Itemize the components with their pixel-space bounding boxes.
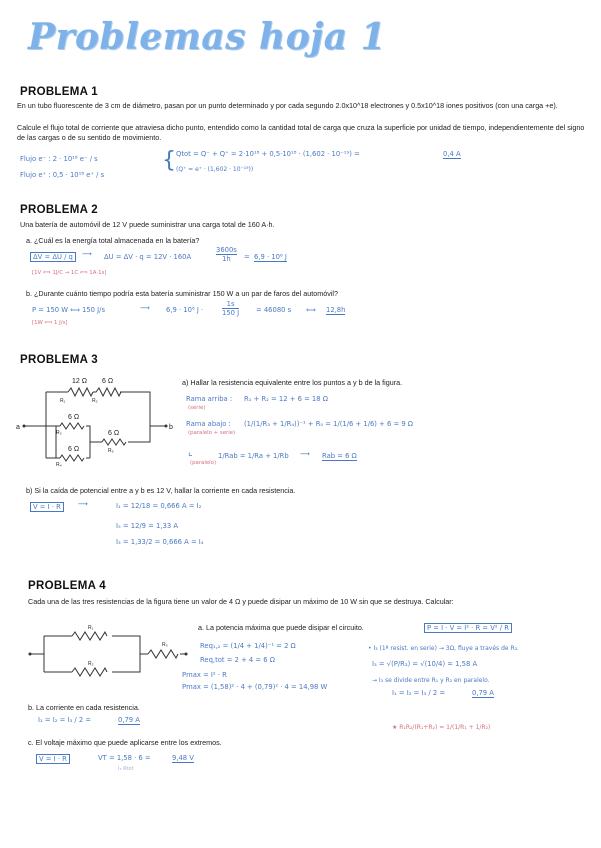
p2-hw-fraction	[216, 246, 237, 263]
p3-hw-rama1-sub: (serie)	[188, 405, 206, 411]
p1-hw-flow-electrons: Flujo e⁻ : 2 · 10¹⁸ e⁻ / s	[20, 155, 98, 163]
problem-2-heading: PROBLEMA 2	[20, 204, 98, 216]
r2-label: R₂	[92, 398, 98, 404]
p4-r2-label: R₂	[88, 661, 94, 667]
problem-3-question-b: b) Si la caída de potencial entre a y b es 12 V, hallar la corriente en cada resistencia.	[26, 486, 296, 495]
p3-hw-bracket: ⌞	[188, 447, 193, 458]
p2-hw-equiv: ⟺	[306, 306, 316, 314]
p4-hw-it1: • I₃ (1ª resist. en serie) → 3Ω, fluye a través de R₃.	[368, 645, 519, 652]
p1-hw-qtot-result: 0,4 A	[443, 150, 461, 158]
p2-hw-result: 6,9 · 10⁶ J	[254, 253, 287, 261]
p3-hw-i1: I₁ = 12/18 = 0,666 A = I₂	[116, 502, 202, 510]
p4-hw-pformula: P = I · V = I² · R = V² / R	[424, 623, 512, 633]
p3-hw-rama2-sub: (paralelo + serie)	[188, 430, 236, 436]
p2-hw-res-2a: = 46080 s	[256, 306, 292, 314]
p3-hw-rama1: R₁ + R₂ = 12 + 6 = 18 Ω	[244, 395, 328, 403]
p3-hw-arrow-2: ⟶	[78, 500, 88, 508]
p2-hw-frac2-num: 1s	[222, 300, 239, 309]
p3-hw-rama1-label: Rama arriba :	[186, 395, 233, 403]
p3-hw-par: 1/Rab = 1/Ra + 1/Rb	[218, 452, 289, 460]
problem-2-statement: Una batería de automóvil de 12 V puede suministrar una carga total de 160 A·h.	[20, 220, 275, 229]
p4-hw-it4: I₁ = I₂ = I₃ / 2 =	[392, 689, 446, 697]
p3-circuit-diagram	[16, 372, 176, 468]
r5-label: R₅	[108, 448, 114, 454]
r4-label: R₄	[56, 462, 62, 468]
p4-hw-red-note: ★ R₁R₂/(R₁+R₂) = 1/(1/R₁ + 1/R₂)	[392, 724, 491, 731]
r2-value-label: 6 Ω	[102, 378, 114, 385]
problem-2-question-a: a. ¿Cuál es la energía total almacenada en la batería?	[26, 236, 200, 245]
p2-hw-note: [1V ⟺ 1J/C → 1C ⟺ 1A·1s]	[32, 270, 107, 276]
problem-3-question-a: a) Hallar la resistencia equivalente entre los puntos a y b de la figura.	[182, 378, 403, 387]
p2-hw-eq: =	[244, 253, 250, 261]
p1-hw-qnote: (Q⁺ = e⁺ · (1,602 · 10⁻¹⁹))	[176, 166, 254, 173]
p3-hw-rama2: (1/(1/R₃ + 1/R₄))⁻¹ + R₅ = 1/(1/6 + 1/6) + 6 = 9 Ω	[244, 420, 413, 428]
problem-2-question-b: b. ¿Durante cuánto tiempo podría esta batería suministrar 150 W a un par de faros del automóvil?	[26, 289, 339, 298]
p4-hw-vt-sub: I₃ Rtot	[118, 766, 134, 772]
p4-hw-it4-result: 0,79 A	[472, 689, 494, 697]
problem-1-heading: PROBLEMA 1	[20, 86, 98, 98]
p3-hw-ohm: V = I · R	[30, 502, 64, 512]
p2-hw-power: P = 150 W ⟺ 150 J/s	[32, 306, 106, 314]
problem-4-question-a: a. La potencia máxima que puede disipar el circuito.	[198, 623, 364, 632]
p4-hw-reqtot: Req,tot = 2 + 4 = 6 Ω	[200, 656, 275, 664]
p3-hw-arrow: ⟶	[300, 450, 310, 458]
p4-circuit-diagram	[28, 622, 188, 684]
p2-hw-frac-num: 3600s	[216, 246, 237, 254]
problem-4-heading: PROBLEMA 4	[28, 580, 106, 592]
p2-hw-formula: ΔV = ΔU / q	[30, 252, 76, 262]
page-title: Problemas hoja 1	[28, 16, 387, 58]
p4-r3-label: R₃	[162, 642, 168, 648]
p3-hw-i5: I₅ = 12/9 = 1,33 A	[116, 522, 178, 530]
p4-hw-pmax1: Pmax = I² · R	[182, 671, 227, 679]
p3-hw-rama2-label: Rama abajo :	[186, 420, 231, 428]
p1-hw-flow-ions: Flujo e⁺ : 0,5 · 10¹⁸ e⁺ / s	[20, 171, 105, 179]
p2-hw-note-2: [1W ⟺ 1 J/s]	[32, 320, 68, 326]
p3-hw-i3: I₃ = 1,33/2 = 0,666 A = I₄	[116, 538, 204, 546]
problem-3-heading: PROBLEMA 3	[20, 354, 98, 366]
node-b-label: b	[169, 424, 173, 431]
p1-hw-brace: {	[162, 148, 176, 173]
r1-label: R₁	[60, 398, 66, 404]
p2-hw-calc: ΔU = ΔV · q = 12V · 160A	[104, 253, 192, 261]
r4-value-label: 6 Ω	[68, 446, 80, 453]
r5-value-label: 6 Ω	[108, 430, 120, 437]
p2-hw-frac2-den: 150 J	[222, 309, 240, 317]
p4-hw-req12: Req₁,₂ = (1/4 + 1/4)⁻¹ = 2 Ω	[200, 642, 296, 650]
p4-hw-it2: I₃ = √(P/R₃) = √(10/4) = 1,58 A	[372, 660, 478, 668]
node-a-label: a	[16, 424, 20, 431]
p3-hw-rab: Rab = 6 Ω	[322, 452, 357, 460]
p2-hw-arrow-2: ⟶	[140, 304, 150, 312]
problem-1-statement-1: En un tubo fluorescente de 3 cm de diámetro, pasan por un punto determinado y por cada segundo 2.0x10^18 electrones y 0.5x10^18 iones positivos (con una carga +e).	[17, 101, 558, 110]
p2-hw-fraction-2	[222, 300, 239, 317]
p2-hw-res-2b: 12,8h	[326, 306, 346, 314]
p4-hw-vt: VT = 1,58 · 6 =	[98, 754, 151, 762]
r3-value-label: 6 Ω	[68, 414, 80, 421]
problem-1-statement-2: Calcule el flujo total de corriente que atraviesa dicho punto, entendido como la cantidad total de carga que cruza la superficie por unidad de tiempo, independientemente del signo de las cargas o de su sentido de movimiento.	[17, 123, 585, 142]
p4-hw-ohm: V = I · R	[36, 754, 70, 764]
problem-4-statement: Cada una de las tres resistencias de la figura tiene un valor de 4 Ω y puede disipar un máximo de 10 W sin que se destruya. Calcular:	[28, 597, 454, 606]
p3-hw-par-label: (paralelo)	[190, 460, 217, 466]
p4-hw-ib: I₁ = I₂ = I₃ / 2 =	[38, 716, 92, 724]
p2-hw-calc-2: 6,9 · 10⁶ J ·	[166, 306, 204, 314]
r1-value-label: 12 Ω	[72, 378, 87, 385]
p4-hw-vt-result: 9,48 V	[172, 754, 194, 762]
p4-r1-label: R₁	[88, 625, 94, 631]
p4-hw-pmax2: Pmax = (1,58)² · 4 + (0,79)² · 4 = 14,98 W	[182, 683, 328, 691]
p2-hw-arrow: ⟶	[82, 250, 92, 258]
problem-4-question-b: b. La corriente en cada resistencia.	[28, 703, 140, 712]
p4-hw-ib-result: 0,79 A	[118, 716, 140, 724]
p4-hw-it3: → I₃ se divide entre R₁ y R₂ en paralelo.	[372, 677, 490, 684]
p2-hw-frac-den: 1h	[222, 255, 231, 263]
r3-label: R₃	[56, 430, 62, 436]
problem-4-question-c: c. El voltaje máximo que puede aplicarse entre los extremos.	[28, 738, 222, 747]
p1-hw-qtot: Qtot = Q⁻ + Q⁺ = 2·10¹⁸ + 0,5·10¹⁸ · (1,602 · 10⁻¹⁹) =	[176, 150, 360, 158]
